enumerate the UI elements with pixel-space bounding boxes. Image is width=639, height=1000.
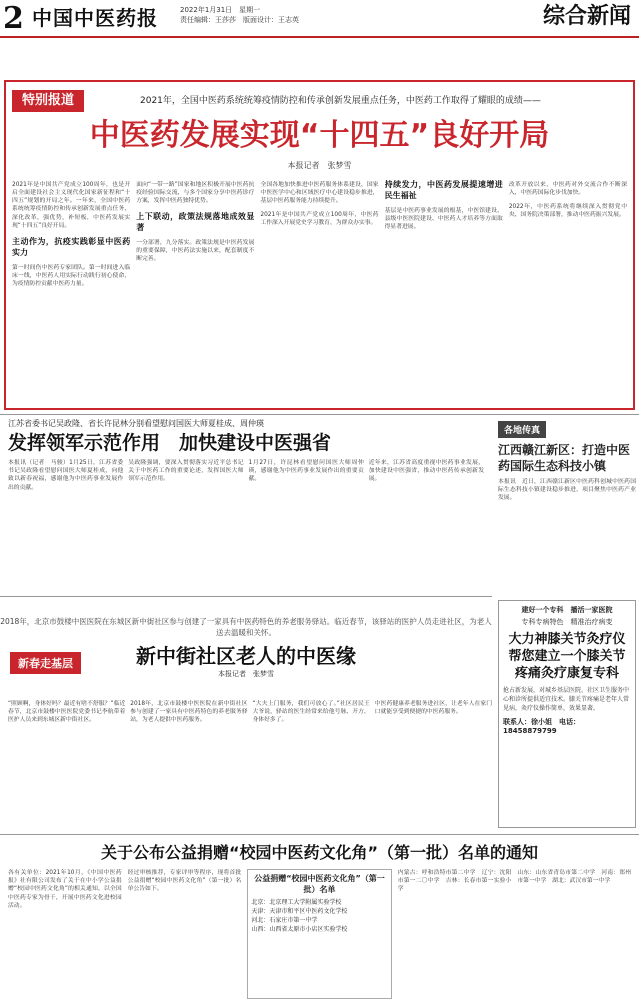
- article-byline: 本报记者 张梦雪: [218, 670, 274, 678]
- lead-col-1: [12, 175, 130, 405]
- designer-line: 版面设计：王志英: [243, 16, 299, 24]
- sidebar-heading: 各地传真: [498, 421, 546, 438]
- lead-subhead: 持续发力，中医药发展提速增进民生福祉: [384, 180, 503, 200]
- header-meta: [180, 5, 299, 25]
- notice-columns: [8, 869, 631, 999]
- masthead: [0, 0, 639, 38]
- sidebar-text: 本报讯 近日，江西赣江新区中医药科创城中医药国际生态科技小镇建设稳步推进，项目聚焦中医药产业发展。: [498, 479, 636, 502]
- notice-column: 内蒙古：呼和浩特市第二中学 辽宁：沈阳市第一二〇中学 吉林：长春市第一实验小学: [397, 870, 512, 893]
- lead-paragraph: 2022年，中医药系统将继续深入贯彻党中央、国务院决策部署，推动中医药振兴发展。: [508, 204, 628, 219]
- divider: [0, 414, 639, 415]
- lead-col-4: [385, 175, 503, 405]
- special-report-tag: 特别报道: [12, 90, 84, 112]
- ad-contact: 联系人：徐小姐 电话：18458879799: [503, 718, 580, 735]
- editor-line: 责任编辑：王莎莎: [180, 16, 243, 24]
- ad-line-1: 建好一个专科 播活一家医院: [521, 606, 613, 614]
- article-column: 近年来，江苏省高度重视中医药事业发展，加快建设中医强省，推动中医药传承创新发展。: [368, 460, 484, 483]
- ad-text: 抢占新发展，对城乡基层医院、社区卫生服务中心和诊所提供适宜技术。膝关节疼痛是老年人常见病，灸疗仪操作简单，效果显著。: [503, 687, 630, 712]
- divider: [0, 834, 639, 835]
- lead-paragraph: 改革开放以来，中医药对外交流合作不断深入，中医药国际化步伐加快。: [508, 181, 628, 196]
- lead-paragraph: 全国各地加快推进中医药服务体系建设，国家中医医学中心和区域医疗中心建设稳步推进，基层中医药服务能力持续提升。: [260, 181, 379, 205]
- article-column: 吴政隆强调，要深入贯彻落实习近平总书记关于中医药工作的重要论述，发挥国医大师领军示范作用。: [128, 460, 244, 483]
- notice-column: 山东：山东省青岛市第二中学 河南：郑州市第一中学 湖北：武汉市第一中学: [517, 870, 632, 885]
- article-column: “大夫上门服务，我们可放心了。”社区居民王大爷说，驿站的医生经常来给他号脉、开方，身体好多了。: [252, 701, 370, 724]
- article-column: [8, 459, 123, 537]
- lead-byline: 本报记者 张梦雪: [287, 161, 352, 170]
- article-title: 新中街社区老人的中医缘: [136, 644, 356, 668]
- lead-paragraph: 基层是中医药事业发展的根基，中医馆建设、县级中医医院建设、中医药人才培养等方面取得显著进展。: [384, 207, 503, 231]
- list-item: 天津：天津市和平区中医药文化学校: [251, 908, 348, 915]
- lead-subhead: 主动作为，抗疫实践彰显中医药实力: [12, 236, 131, 257]
- list-item: 北京：北京理工大学附属实验学校: [251, 899, 342, 906]
- lead-subtitle: 2021年，全国中医药系统统筹疫情防控和传承创新发展重点任务，中医药工作取得了耀眼的成绩——: [140, 96, 541, 106]
- article-column: 1月27日，许昆林看望慰问国医大师周仲瑛，感谢他为中医药事业发展作出的重要贡献。: [248, 460, 364, 483]
- header-rule: [0, 36, 639, 38]
- notice-list-box: [247, 869, 391, 999]
- date-line: 2022年1月31日 星期一: [180, 6, 261, 14]
- article-column: 2018年，北京市鼓楼中医医院在新中街社区参与创建了一家具有中医药特色的养老服务驿站，为老人提供中医药服务。: [130, 701, 248, 724]
- lead-paragraph: 一分部署，九分落实。政策法规是中医药发展的重要保障，中医药法实施以来，配套制度不断完善。: [136, 240, 255, 263]
- newspaper-logo: 中国中医药报: [32, 6, 158, 30]
- lead-subhead: 上下联动，政策法规落地成效显著: [136, 212, 255, 233]
- article-columns: [8, 459, 484, 537]
- article-title: 发挥领军示范作用 加快建设中医强省: [8, 432, 332, 454]
- notice-column: 各有关单位：2021年10月，《中国中医药报》社有限公司发布了关于在中小学公益捐赠“校园中医药文化角”的相关通知，以全国中医药专家为骨干，开展中医药文化进校园活动。: [8, 870, 122, 909]
- notice-article: [0, 840, 639, 1000]
- lead-paragraph: 2021年是中国共产党成立100周年，也是开启全面建设社会主义现代化国家新征程和“十四五”规划的开局之年。一年来，全国中医药系统统筹疫情防控和传承创新发展重点任务，深化改革，强优势，补短板，中医药发展实现“十四五”良好开局。: [12, 181, 131, 229]
- spring-festival-badge: 新春走基层: [10, 652, 81, 674]
- divider: [0, 596, 492, 597]
- article-kicker: 2018年，北京市鼓楼中医医院在东城区新中街社区参与创建了一家具有中医药特色的养老服务驿站。临近春节，该驿站的医护人员走进社区，为老人送去温暖和关怀。: [0, 617, 492, 637]
- ad-title: 大力神膝关节灸疗仪帮您建立一个膝关节疼痛灸疗康复专科: [508, 632, 626, 681]
- article-kicker: 江苏省委书记吴政隆、省长许昆林分别看望慰问国医大师夏桂成、周仲瑛: [8, 419, 264, 428]
- jiangsu-article: [0, 418, 492, 536]
- lead-col-5: [509, 175, 627, 405]
- sidebar-title: 江西赣江新区：打造中医药国际生态科技小镇: [498, 443, 631, 473]
- article-text: 1月25日，江苏省委书记吴政隆看望慰问国医大师夏桂成，向他致以新春祝福，感谢他为中医药事业发展作出的贡献。: [8, 460, 124, 491]
- article-column: 中医药健康养老服务进社区，让老年人在家门口就能享受到便捷的中医药服务。: [374, 701, 492, 716]
- lead-paragraph: 第一时间伤中医药专家团队。第一时间进入临床一线，中医药人用实际行动践行初心使命，为疫情防控贡献中医药力量。: [12, 264, 131, 288]
- lead-paragraph: 面向“一带一路”国家和地区积极开展中医药抗疫经验国际交流，与多个国家分享中医药诊疗方案，发挥中医药独特优势。: [136, 181, 255, 205]
- list-item: 河北：石家庄市第一中学: [251, 917, 318, 924]
- advertisement: [498, 600, 636, 828]
- article-byline: 本报讯（记者 马骏）: [8, 460, 70, 466]
- lead-col-3: [260, 175, 378, 405]
- list-heading: 公益捐赠“校园中医药文化角”（第一批）名单: [254, 874, 385, 894]
- ad-line-2: 专科专病特色 精准治疗病变: [521, 618, 613, 626]
- article-columns: [8, 700, 492, 822]
- lead-columns: [12, 175, 627, 405]
- lead-paragraph: 2021年是中国共产党成立100周年，中医药工作深入开展党史学习教育，为群众办实事。: [260, 212, 379, 227]
- lead-col-2: [136, 175, 254, 405]
- page-number: 2: [3, 1, 24, 36]
- local-news-sidebar: [498, 418, 636, 588]
- article-column: “照顾啊，身体好吗？最近有啥不舒服？”临近春节，北京市鼓楼中医医院党委书记李航带着医护人员来到东城区新中街社区。: [8, 701, 126, 724]
- notice-column: 经过审核推荐，专家评审等程序，现将首批公益捐赠“校园中医药文化角”（第一批）名单公告如下。: [127, 870, 242, 893]
- list-item: 山西：山西省太原市小店区实验学校: [251, 926, 348, 933]
- notice-title: 关于公布公益捐赠“校园中医药文化角”（第一批）名单的通知: [100, 843, 539, 862]
- lead-title: 中医药发展实现“十四五”良好开局: [89, 118, 550, 153]
- community-article: [0, 616, 492, 826]
- section-title: 综合新闻: [542, 4, 631, 29]
